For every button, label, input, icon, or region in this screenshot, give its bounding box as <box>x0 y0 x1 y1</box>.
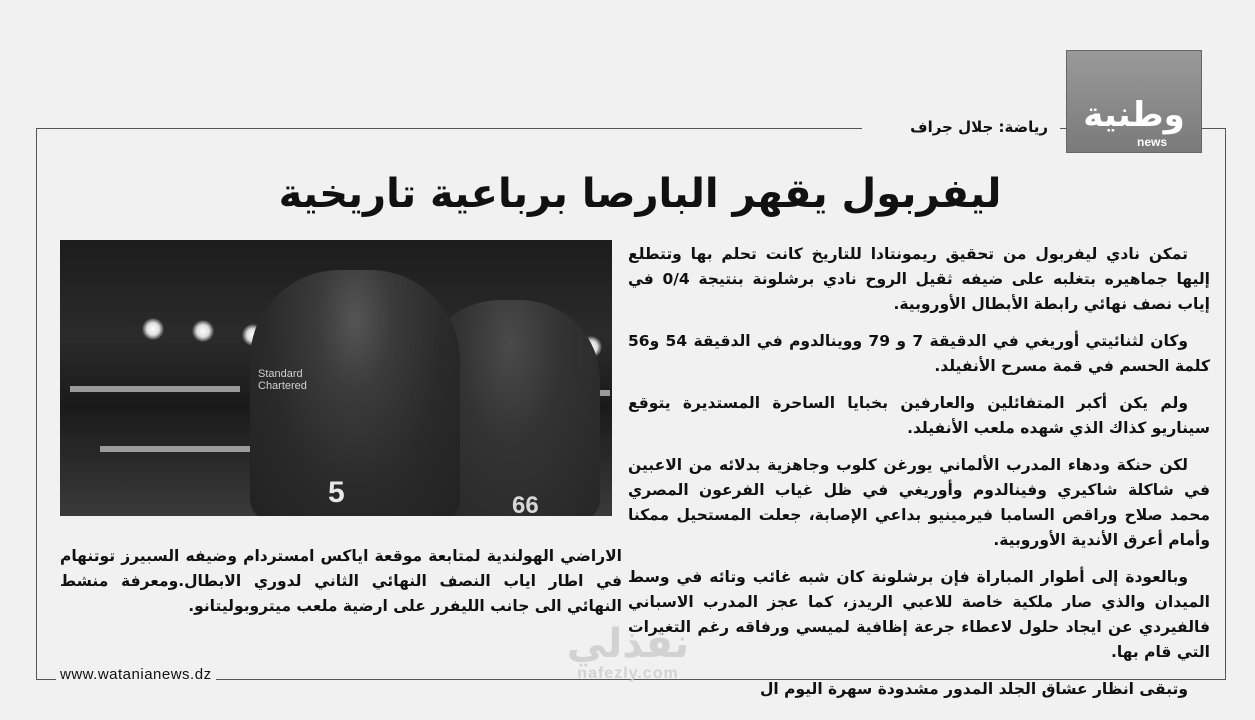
article-body-left <box>60 544 622 619</box>
watermark-main: نفذلي <box>566 621 690 667</box>
watermark-sub: nafezly.com <box>577 665 679 682</box>
sponsor-line-2: Chartered <box>258 380 307 392</box>
watermark <box>548 622 708 682</box>
paragraph: الاراضي الهولندية لمتابعة موقعة اياكس امستردام وضيفه السبيرز توتنهام في اطار اياب النصف النهائي الثاني لدوري الابطال.ومعرفة منشط النهائي الى جانب الليفرر على ارضية ملعب ميتروبوليتانو. <box>60 547 622 615</box>
shirt-sponsor <box>258 368 307 392</box>
headline: ليفربول يقهر البارصا برباعية تاريخية <box>278 171 1002 217</box>
stadium-light <box>192 320 214 342</box>
shirt-number-back: 66 <box>512 492 539 516</box>
paragraph: وبالعودة إلى أطوار المباراة فإن برشلونة كان شبه غائب وتائه في وسط الميدان والذي صار ملكية خاصة للاعبي الريدز، كما عجز المدرب الاسباني فالفيردي عن ايجاد حلول لاعطاء جرعة إظافية لميسي ورفاقه رغم التغيرات التي قام بها. <box>628 568 1210 661</box>
logo-news: news <box>1136 135 1167 149</box>
article-photo <box>60 240 612 516</box>
shirt-number: 5 <box>328 476 345 509</box>
sponsor-line-1: Standard <box>258 368 303 380</box>
byline: رياضة: جلال جراف <box>910 118 1048 136</box>
stadium-light <box>142 318 164 340</box>
stand-lights <box>70 386 240 392</box>
player-front <box>250 270 460 516</box>
website-url: www.watanianews.dz <box>56 666 216 683</box>
paragraph: لكن حنكة ودهاء المدرب الألماني يورغن كلوب وجاهزية بدلائه من الاعبين في شاكلة شاكيري وفينالدوم وأوريغي في ظل غياب الفرعون المصري محمد صلاح وراقص السامبا فيرمينيو بداعي الإصابة، جعلت المستحيل ممكنا وأمام أعرق الأندية الأوروبية. <box>628 456 1210 549</box>
logo-brand: وطنية <box>1083 95 1185 135</box>
paragraph: وكان لثنائيتي أوريغي في الدقيقة 7 و 79 ووينالدوم في الدقيقة 54 و56 كلمة الحسم في قمة مسرح الأنفيلد. <box>628 332 1210 375</box>
paragraph: ولم يكن أكبر المتفائلين والعارفين بخبايا الساحرة المستديرة يتوقع سيناريو كذاك الذي شهده ملعب الأنفيلد. <box>628 394 1210 437</box>
article-body-right <box>628 242 1210 714</box>
paragraph: تمكن نادي ليفربول من تحقيق ريمونتادا للتاريخ كانت تحلم بها وتتطلع إليها جماهيره بتغلبه على ضيفه ثقيل الروح نادي برشلونة بنتيجة 0/4 في إياب نصف نهائي رابطة الأبطال الأوروبية. <box>628 245 1210 313</box>
stand-lights <box>100 446 250 452</box>
watania-news-logo <box>1066 50 1202 153</box>
paragraph: وتبقى انظار عشاق الجلد المدور مشدودة سهرة اليوم ال <box>759 680 1188 698</box>
